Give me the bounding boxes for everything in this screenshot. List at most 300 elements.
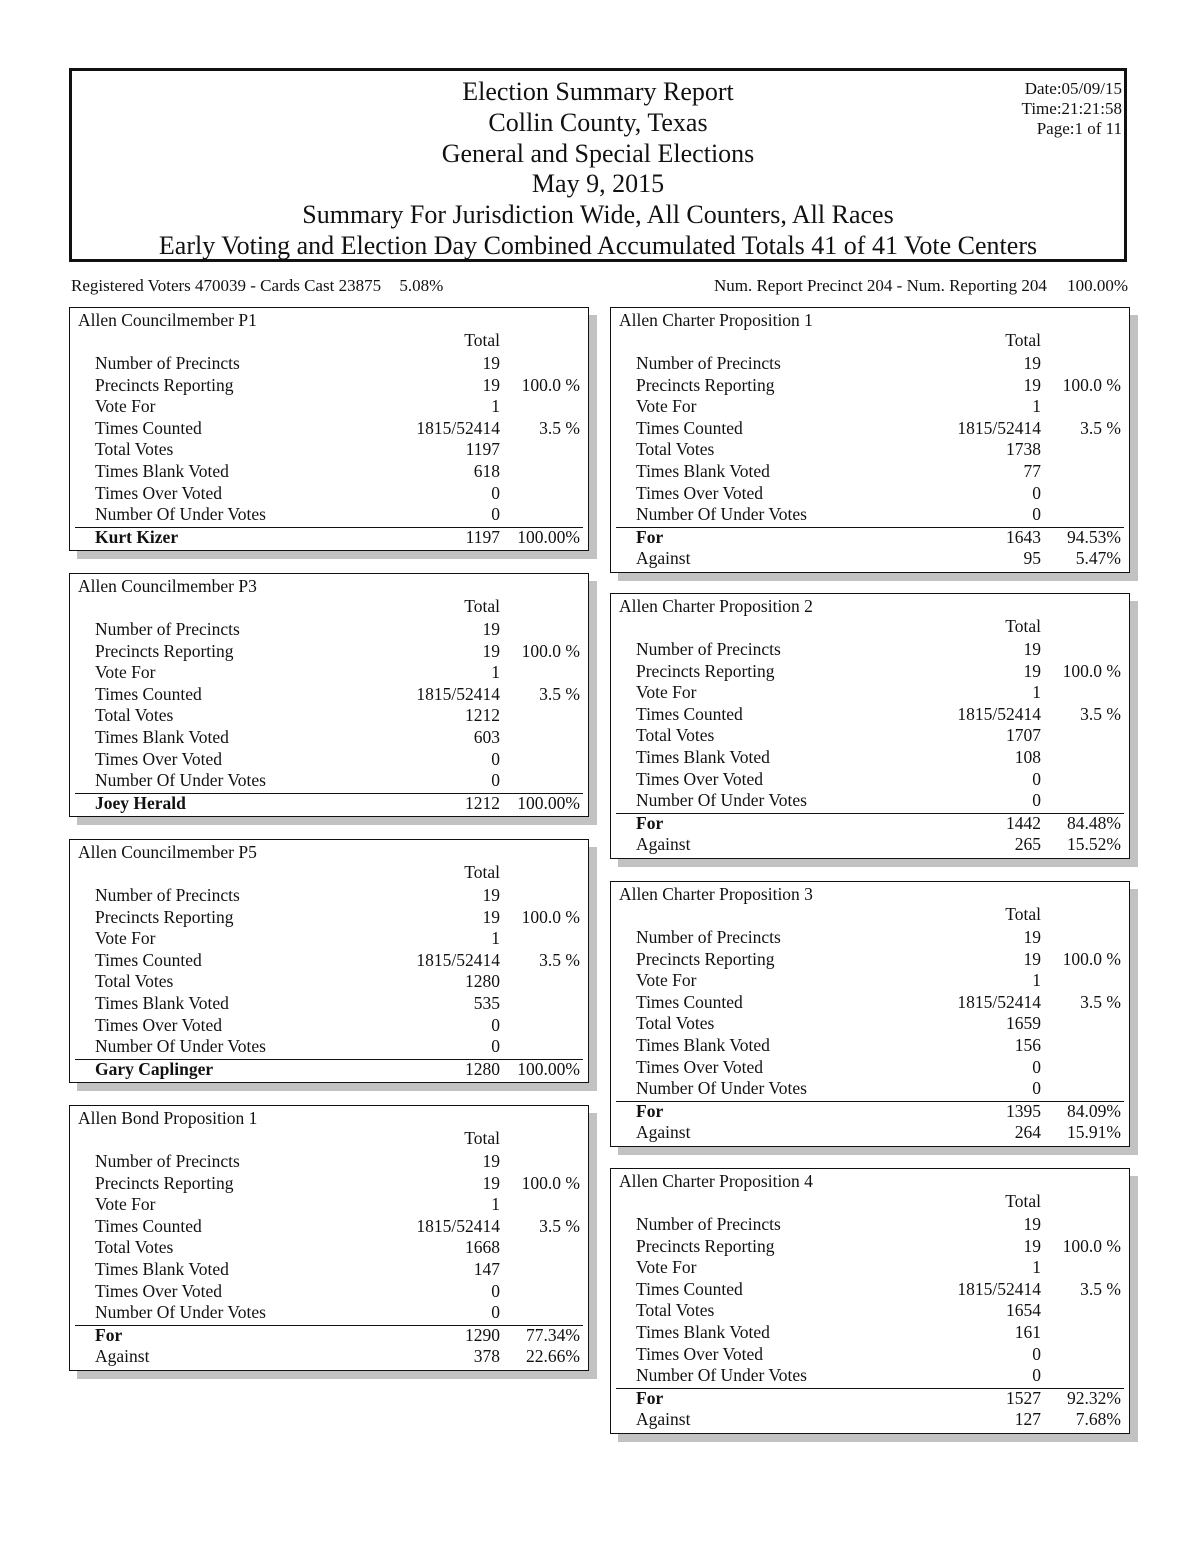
precinct-summary: [714, 276, 1128, 296]
stat-label: Vote For: [95, 928, 156, 949]
stat-value: 1197: [465, 439, 500, 460]
stat-label: Vote For: [95, 396, 156, 417]
stat-value: 1: [491, 928, 500, 949]
stat-value: 19: [482, 374, 500, 395]
result-votes: 1643: [1006, 526, 1041, 547]
stat-percent: 100.0 %: [1062, 660, 1121, 681]
stat-row: [636, 747, 1121, 769]
stat-row: [636, 461, 1121, 483]
race-box: [69, 573, 589, 817]
result-name: Against: [95, 1346, 150, 1367]
stat-value: 1815/52414: [957, 1278, 1041, 1299]
race-box: [69, 1105, 589, 1371]
stat-value: 1815/52414: [957, 991, 1041, 1012]
total-column-header: Total: [464, 1128, 500, 1148]
stat-row: [95, 461, 580, 483]
stat-value: 77: [1023, 461, 1041, 481]
stat-row: [95, 907, 580, 929]
stat-row: [636, 639, 1121, 661]
result-name: For: [95, 1324, 123, 1345]
stat-value: 1668: [465, 1237, 500, 1258]
stat-percent: 3.5 %: [539, 683, 580, 704]
registered-voters-pct: 5.08%: [399, 276, 444, 295]
report-time: Time:21:21:58: [1021, 99, 1122, 118]
stat-row: [636, 992, 1121, 1014]
stat-value: 0: [491, 770, 500, 791]
stat-value: 0: [1032, 1078, 1041, 1099]
stat-label: Times Counted: [95, 683, 202, 704]
county-title: Collin County, Texas: [488, 107, 708, 137]
race-title: Allen Councilmember P3: [78, 576, 257, 596]
registered-voters-text: Registered Voters 470039 - Cards Cast 23875: [71, 276, 382, 295]
race-box: [69, 839, 589, 1083]
stat-label: Total Votes: [95, 705, 174, 726]
stat-row: [636, 1013, 1121, 1035]
stat-value: 147: [473, 1259, 500, 1279]
result-name: Against: [636, 1122, 691, 1143]
totals-description: Early Voting and Election Day Combined Accumulated Totals 41 of 41 Vote Centers: [158, 230, 1038, 260]
stat-row: [95, 727, 580, 749]
stat-row: [636, 970, 1121, 992]
stat-label: Total Votes: [636, 1300, 715, 1321]
stat-label: Times Over Voted: [636, 482, 764, 503]
stat-label: Number of Precincts: [636, 353, 781, 373]
result-percent: 94.53%: [1067, 526, 1121, 547]
stat-row: [636, 375, 1121, 397]
report-page: Page:1 of 11: [1036, 119, 1122, 138]
stat-row: [636, 483, 1121, 505]
stat-value: 1: [1032, 970, 1041, 991]
stat-row: [636, 353, 1121, 375]
stat-row: [95, 483, 580, 505]
stat-value: 535: [473, 993, 500, 1013]
stat-value: 19: [1023, 374, 1041, 395]
stat-percent: 3.5 %: [1080, 417, 1121, 438]
stat-label: Number Of Under Votes: [95, 770, 266, 791]
stat-value: 1738: [1006, 439, 1041, 460]
stat-label: Times Counted: [95, 417, 202, 438]
stat-percent: 100.0 %: [1062, 1235, 1121, 1256]
stat-label: Precincts Reporting: [95, 906, 234, 927]
total-column-header: Total: [1005, 1191, 1041, 1211]
result-votes: 1527: [1006, 1387, 1041, 1408]
stat-value: 1: [491, 396, 500, 417]
stat-value: 1815/52414: [416, 683, 500, 704]
report-title: Election Summary Report: [462, 77, 734, 106]
report-header: [69, 68, 1127, 262]
stat-row: [95, 950, 580, 972]
report-meta: [1022, 79, 1122, 139]
stat-percent: 3.5 %: [539, 417, 580, 438]
stat-row: [95, 418, 580, 440]
total-column-header: Total: [1005, 904, 1041, 924]
total-column-header: Total: [1005, 330, 1041, 350]
result-row: [636, 527, 1121, 549]
stat-percent: 3.5 %: [1080, 703, 1121, 724]
stat-label: Vote For: [636, 396, 697, 417]
stat-label: Times Counted: [95, 949, 202, 970]
stat-value: 0: [1032, 1343, 1041, 1364]
stat-value: 1815/52414: [416, 417, 500, 438]
stat-label: Number Of Under Votes: [636, 504, 807, 525]
result-row: [95, 1059, 580, 1081]
stat-value: 1654: [1006, 1300, 1041, 1321]
stat-row: [95, 504, 580, 526]
stat-value: 1280: [465, 971, 500, 992]
stat-value: 19: [1023, 1235, 1041, 1256]
stat-label: Vote For: [636, 970, 697, 991]
stat-value: 19: [482, 1151, 500, 1171]
stat-value: 1: [491, 1194, 500, 1215]
stat-row: [636, 1300, 1121, 1322]
stat-label: Number Of Under Votes: [95, 1036, 266, 1057]
stat-label: Times Counted: [636, 703, 743, 724]
stat-label: Times Counted: [636, 991, 743, 1012]
stat-value: 0: [1032, 1365, 1041, 1386]
stat-label: Times Over Voted: [95, 748, 223, 769]
stat-row: [95, 1281, 580, 1303]
stat-row: [636, 1078, 1121, 1100]
result-votes: 1197: [465, 526, 500, 547]
result-name: Against: [636, 1409, 691, 1430]
result-name: Joey Herald: [95, 792, 186, 813]
stat-value: 0: [491, 748, 500, 769]
race-box: [69, 307, 589, 551]
total-column-header: Total: [464, 330, 500, 350]
result-percent: 77.34%: [526, 1324, 580, 1345]
stat-row: [95, 662, 580, 684]
stat-percent: 100.0 %: [521, 374, 580, 395]
stat-label: Vote For: [636, 682, 697, 703]
stat-row: [95, 684, 580, 706]
summary-scope: Summary For Jurisdiction Wide, All Counters, All Races: [302, 200, 894, 230]
stat-row: [636, 725, 1121, 747]
stat-row: [636, 1257, 1121, 1279]
precinct-summary-pct: 100.00%: [1067, 276, 1128, 295]
stat-label: Times Over Voted: [95, 482, 223, 503]
stat-value: 618: [473, 461, 500, 481]
stat-row: [95, 885, 580, 907]
stat-label: Total Votes: [95, 439, 174, 460]
stat-label: Times Blank Voted: [95, 1259, 229, 1279]
stat-label: Vote For: [95, 662, 156, 683]
stat-row: [95, 749, 580, 771]
stat-row: [95, 439, 580, 461]
stat-value: 19: [1023, 639, 1041, 659]
stat-value: 19: [482, 619, 500, 639]
stat-row: [95, 928, 580, 950]
stat-label: Vote For: [95, 1194, 156, 1215]
race-title: Allen Councilmember P5: [78, 842, 257, 862]
stat-row: [95, 396, 580, 418]
stat-row: [636, 661, 1121, 683]
stat-label: Vote For: [636, 1257, 697, 1278]
stat-label: Precincts Reporting: [636, 660, 775, 681]
stat-row: [95, 1259, 580, 1281]
stat-row: [95, 770, 580, 792]
stat-value: 19: [482, 353, 500, 373]
result-votes: 1212: [465, 792, 500, 813]
result-name: For: [636, 1100, 664, 1121]
election-title: General and Special Elections: [441, 138, 755, 168]
stat-row: [636, 396, 1121, 418]
stat-row: [636, 769, 1121, 791]
stat-row: [95, 375, 580, 397]
stat-value: 0: [491, 504, 500, 525]
result-row: [636, 1122, 1121, 1144]
result-votes: 1280: [465, 1058, 500, 1079]
stat-percent: 3.5 %: [1080, 1278, 1121, 1299]
stat-row: [95, 705, 580, 727]
stat-row: [95, 1237, 580, 1259]
result-votes: 127: [1014, 1409, 1041, 1430]
result-row: [636, 1101, 1121, 1123]
stat-value: 0: [1032, 482, 1041, 503]
stat-value: 19: [482, 885, 500, 905]
stat-row: [636, 439, 1121, 461]
stat-label: Times Over Voted: [636, 768, 764, 789]
stat-value: 1815/52414: [416, 949, 500, 970]
stat-value: 1212: [465, 705, 500, 726]
stat-value: 0: [1032, 504, 1041, 525]
stat-value: 0: [1032, 768, 1041, 789]
stat-label: Times Blank Voted: [95, 993, 229, 1013]
result-votes: 1395: [1006, 1100, 1041, 1121]
stat-row: [95, 993, 580, 1015]
stat-value: 0: [491, 482, 500, 503]
result-name: For: [636, 1387, 664, 1408]
stat-row: [636, 1035, 1121, 1057]
result-row: [636, 1388, 1121, 1410]
stat-row: [636, 927, 1121, 949]
result-percent: 92.32%: [1067, 1387, 1121, 1408]
stat-label: Times Blank Voted: [95, 461, 229, 481]
stat-row: [95, 619, 580, 641]
stat-row: [95, 971, 580, 993]
race-box: [610, 307, 1130, 573]
stat-percent: 100.0 %: [1062, 374, 1121, 395]
result-row: [95, 1325, 580, 1347]
registered-voters-summary: [71, 276, 443, 296]
stat-row: [95, 1015, 580, 1037]
stat-percent: 3.5 %: [1080, 991, 1121, 1012]
stat-row: [95, 353, 580, 375]
result-row: [95, 793, 580, 815]
stat-value: 1707: [1006, 725, 1041, 746]
result-row: [95, 527, 580, 549]
stat-value: 1: [1032, 682, 1041, 703]
stat-label: Times Over Voted: [95, 1280, 223, 1301]
stat-label: Times Counted: [95, 1215, 202, 1236]
result-name: Against: [636, 834, 691, 855]
stat-value: 0: [491, 1036, 500, 1057]
stat-label: Number of Precincts: [636, 927, 781, 947]
stat-label: Total Votes: [636, 439, 715, 460]
result-row: [636, 1409, 1121, 1431]
result-name: Against: [636, 548, 691, 569]
stat-value: 1659: [1006, 1013, 1041, 1034]
result-votes: 1442: [1006, 812, 1041, 833]
result-name: Gary Caplinger: [95, 1058, 214, 1079]
stat-value: 603: [473, 727, 500, 747]
stat-row: [636, 1279, 1121, 1301]
stat-row: [95, 1151, 580, 1173]
stat-label: Times Counted: [636, 417, 743, 438]
stat-label: Times Over Voted: [636, 1343, 764, 1364]
precinct-summary-text: Num. Report Precinct 204 - Num. Reporting 204: [713, 276, 1047, 295]
stat-value: 0: [1032, 790, 1041, 811]
stat-value: 161: [1014, 1322, 1041, 1342]
result-percent: 22.66%: [526, 1346, 580, 1367]
stat-label: Total Votes: [95, 971, 174, 992]
stat-label: Number Of Under Votes: [95, 504, 266, 525]
race-box: [610, 881, 1130, 1147]
stat-label: Precincts Reporting: [636, 374, 775, 395]
result-percent: 84.09%: [1067, 1100, 1121, 1121]
total-column-header: Total: [464, 596, 500, 616]
stat-percent: 100.0 %: [521, 640, 580, 661]
stat-label: Times Over Voted: [636, 1056, 764, 1077]
stat-label: Precincts Reporting: [636, 1235, 775, 1256]
stat-value: 156: [1014, 1035, 1041, 1055]
stat-value: 19: [482, 1172, 500, 1193]
report-titles: [72, 77, 1124, 262]
stat-row: [636, 704, 1121, 726]
stat-row: [636, 1365, 1121, 1387]
result-votes: 264: [1014, 1122, 1041, 1143]
stat-row: [636, 504, 1121, 526]
stat-label: Times Blank Voted: [636, 1035, 770, 1055]
total-column-header: Total: [464, 862, 500, 882]
result-row: [636, 813, 1121, 835]
result-percent: 84.48%: [1067, 812, 1121, 833]
stat-label: Times Blank Voted: [636, 1322, 770, 1342]
result-votes: 1290: [465, 1324, 500, 1345]
stat-row: [636, 1214, 1121, 1236]
election-date: May 9, 2015: [531, 169, 665, 199]
stat-value: 0: [1032, 1056, 1041, 1077]
race-title: Allen Charter Proposition 1: [619, 310, 813, 330]
stat-row: [636, 1322, 1121, 1344]
report-date: Date:05/09/15: [1024, 79, 1122, 98]
total-column-header: Total: [1005, 616, 1041, 636]
stat-percent: 100.0 %: [521, 1172, 580, 1193]
stat-label: Number Of Under Votes: [636, 1078, 807, 1099]
stat-label: Times Counted: [636, 1278, 743, 1299]
stat-label: Total Votes: [636, 1013, 715, 1034]
stat-label: Total Votes: [636, 725, 715, 746]
stat-label: Number of Precincts: [95, 619, 240, 639]
race-title: Allen Councilmember P1: [78, 310, 257, 330]
stat-row: [636, 1344, 1121, 1366]
stat-label: Number of Precincts: [636, 1214, 781, 1234]
stat-row: [95, 1302, 580, 1324]
race-title: Allen Bond Proposition 1: [78, 1108, 258, 1128]
stat-value: 19: [1023, 948, 1041, 969]
stat-value: 1815/52414: [957, 703, 1041, 724]
stat-row: [95, 1216, 580, 1238]
stat-label: Precincts Reporting: [95, 1172, 234, 1193]
stat-value: 1815/52414: [957, 417, 1041, 438]
stat-row: [636, 418, 1121, 440]
stat-label: Number Of Under Votes: [95, 1302, 266, 1323]
result-name: For: [636, 526, 664, 547]
stat-label: Number Of Under Votes: [636, 1365, 807, 1386]
stat-label: Precincts Reporting: [636, 948, 775, 969]
stat-label: Times Blank Voted: [95, 727, 229, 747]
stat-value: 19: [482, 906, 500, 927]
result-percent: 15.52%: [1067, 834, 1121, 855]
result-percent: 100.00%: [517, 1058, 580, 1079]
stat-percent: 3.5 %: [539, 1215, 580, 1236]
stat-value: 19: [1023, 1214, 1041, 1234]
stat-value: 1: [1032, 1257, 1041, 1278]
stat-row: [636, 1236, 1121, 1258]
stat-value: 108: [1014, 747, 1041, 767]
stat-row: [636, 949, 1121, 971]
stat-percent: 100.0 %: [521, 906, 580, 927]
stat-label: Precincts Reporting: [95, 640, 234, 661]
stat-label: Number of Precincts: [95, 885, 240, 905]
race-title: Allen Charter Proposition 2: [619, 596, 813, 616]
stat-percent: 3.5 %: [539, 949, 580, 970]
stat-value: 1: [491, 662, 500, 683]
stat-row: [95, 1173, 580, 1195]
stat-row: [636, 790, 1121, 812]
stat-row: [95, 1194, 580, 1216]
stat-label: Times Blank Voted: [636, 747, 770, 767]
race-box: [610, 593, 1130, 859]
race-title: Allen Charter Proposition 3: [619, 884, 813, 904]
stat-label: Total Votes: [95, 1237, 174, 1258]
stat-label: Number of Precincts: [95, 353, 240, 373]
result-votes: 95: [1023, 548, 1041, 569]
stat-row: [95, 641, 580, 663]
result-row: [636, 834, 1121, 856]
result-row: [95, 1346, 580, 1368]
result-row: [636, 548, 1121, 570]
stat-value: 1815/52414: [416, 1215, 500, 1236]
result-name: Kurt Kizer: [95, 526, 179, 547]
result-percent: 100.00%: [517, 526, 580, 547]
stat-row: [95, 1036, 580, 1058]
stat-label: Times Blank Voted: [636, 461, 770, 481]
stat-value: 19: [1023, 353, 1041, 373]
result-percent: 5.47%: [1075, 548, 1121, 569]
stat-value: 19: [482, 640, 500, 661]
stat-label: Number of Precincts: [636, 639, 781, 659]
result-name: For: [636, 812, 664, 833]
stat-row: [636, 1057, 1121, 1079]
stat-label: Number of Precincts: [95, 1151, 240, 1171]
stat-value: 19: [1023, 927, 1041, 947]
stat-value: 0: [491, 1280, 500, 1301]
stat-label: Times Over Voted: [95, 1014, 223, 1035]
stat-value: 0: [491, 1302, 500, 1323]
stat-percent: 100.0 %: [1062, 948, 1121, 969]
race-box: [610, 1168, 1130, 1434]
result-votes: 378: [473, 1346, 500, 1367]
stat-value: 19: [1023, 660, 1041, 681]
result-percent: 100.00%: [517, 792, 580, 813]
result-percent: 15.91%: [1067, 1122, 1121, 1143]
race-title: Allen Charter Proposition 4: [619, 1171, 813, 1191]
stat-row: [636, 682, 1121, 704]
stat-label: Precincts Reporting: [95, 374, 234, 395]
stat-label: Number Of Under Votes: [636, 790, 807, 811]
result-votes: 265: [1014, 834, 1041, 855]
result-percent: 7.68%: [1075, 1409, 1121, 1430]
